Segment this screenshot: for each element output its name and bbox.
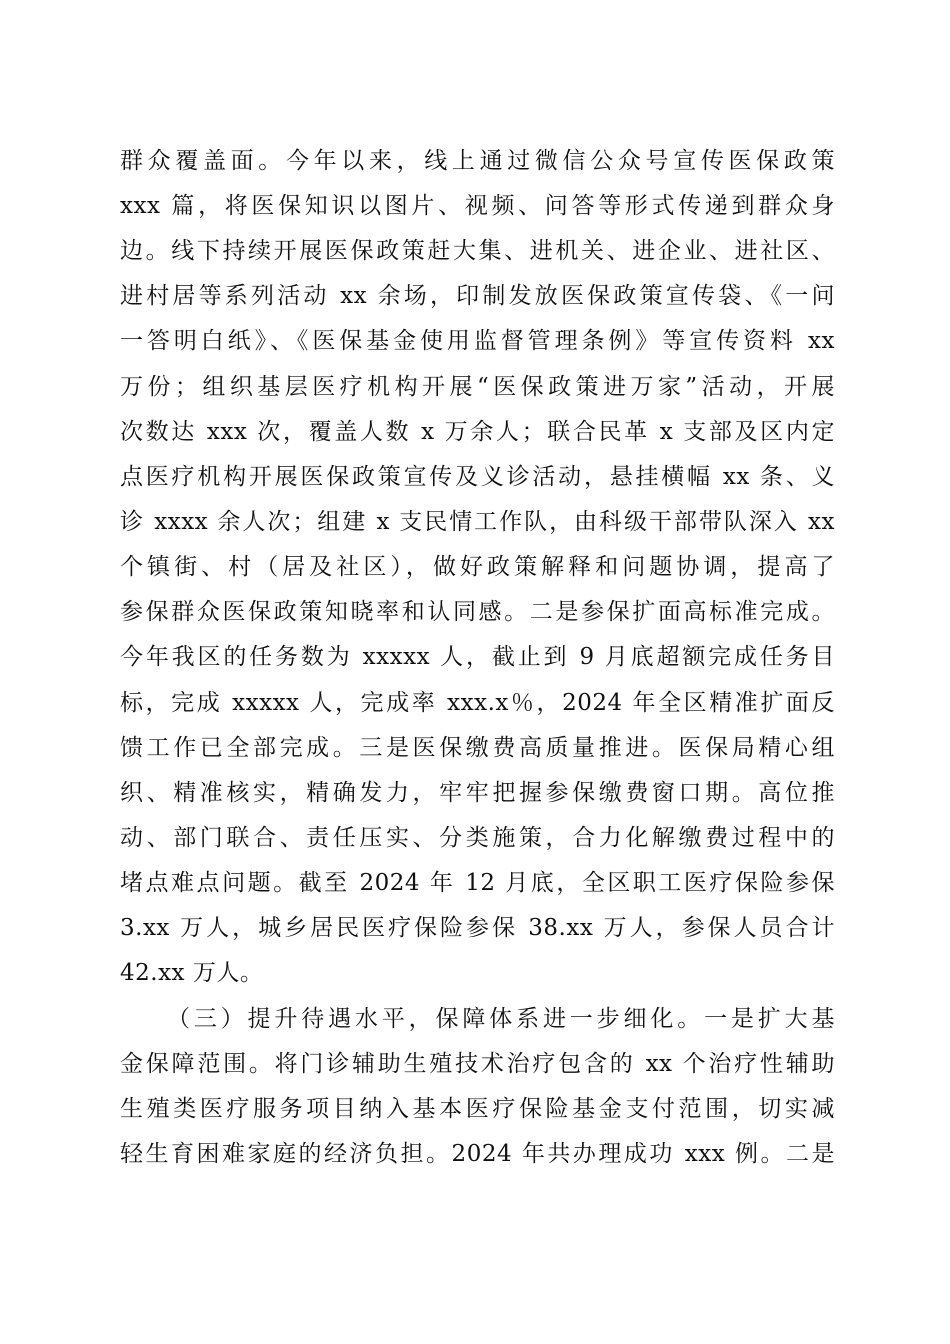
text-line: 进村居等系列活动 xx 余场，印制发放医保政策宣传袋、《一问 (120, 283, 835, 309)
text-line: 群众覆盖面。今年以来，线上通过微信公众号宣传医保政策 (120, 148, 835, 174)
section-heading-line: （三）提升待遇水平，保障体系进一步细化。一是扩大基 (167, 1006, 835, 1032)
text-line: 今年我区的任务数为 xxxxx 人，截止到 9 月底超额完成任务目 (120, 644, 835, 670)
text-line: 标，完成 xxxxx 人，完成率 xxx.x％，2024 年全区精准扩面反 (120, 690, 835, 716)
text-line: 织、精准核实，精确发力，牢牢把握参保缴费窗口期。高位推 (120, 780, 835, 806)
text-line: 42.xx 万人。 (120, 960, 264, 986)
text-line: 轻生育困难家庭的经济负担。2024 年共办理成功 xxx 例。二是 (120, 1141, 835, 1167)
text-line: 馈工作已全部完成。三是医保缴费高质量推进。医保局精心组 (120, 735, 835, 761)
text-line: xxx 篇，将医保知识以图片、视频、问答等形式传递到群众身 (120, 193, 835, 219)
text-line: 参保群众医保政策知晓率和认同感。二是参保扩面高标准完成。 (120, 599, 835, 625)
text-line: 金保障范围。将门诊辅助生殖技术治疗包含的 xx 个治疗性辅助 (120, 1051, 835, 1077)
text-line: 边。线下持续开展医保政策赶大集、进机关、进企业、进社区、 (120, 238, 835, 264)
text-line: 3.xx 万人，城乡居民医疗保险参保 38.xx 万人，参保人员合计 (120, 915, 835, 941)
text-line: 点医疗机构开展医保政策宣传及义诊活动，悬挂横幅 xx 条、义 (120, 464, 835, 490)
text-line: 个镇街、村（居及社区），做好政策解释和问题协调，提高了 (120, 554, 835, 580)
text-line: 次数达 xxx 次，覆盖人数 x 万余人；联合民革 x 支部及区内定 (120, 419, 835, 445)
text-line: 诊 xxxx 余人次；组建 x 支民情工作队，由科级干部带队深入 xx (120, 509, 835, 535)
text-line: 万份；组织基层医疗机构开展“医保政策进万家”活动，开展 (120, 374, 835, 400)
text-line: 堵点难点问题。截至 2024 年 12 月底，全区职工医疗保险参保 (120, 870, 835, 896)
text-line: 生殖类医疗服务项目纳入基本医疗保险基金支付范围，切实减 (120, 1096, 835, 1122)
text-line: 动、部门联合、责任压实、分类施策，合力化解缴费过程中的 (120, 825, 835, 851)
text-line: 一答明白纸》、《医保基金使用监督管理条例》等宣传资料 xx (120, 328, 835, 354)
